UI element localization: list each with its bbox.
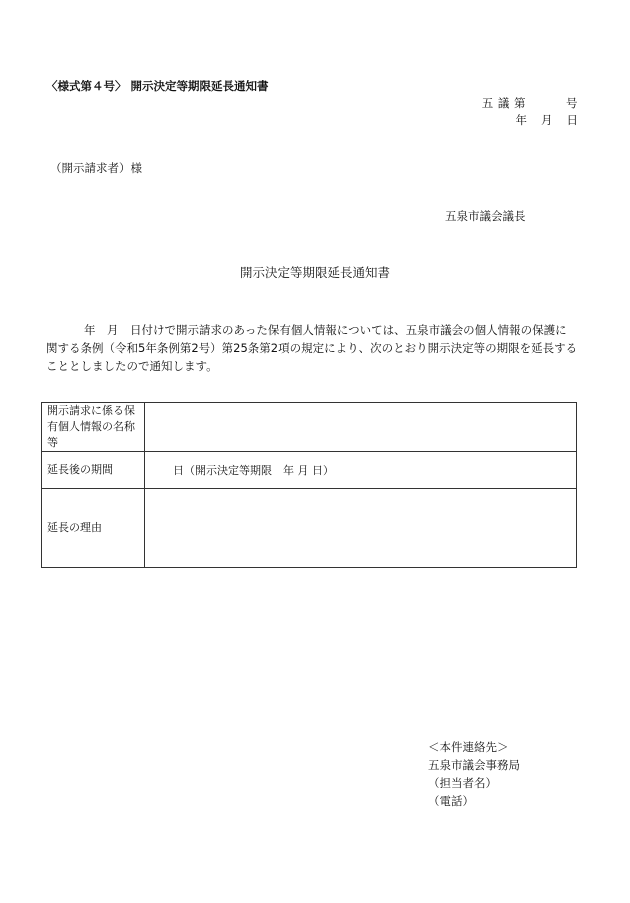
table-label-cell: 延長の理由 [42, 489, 145, 568]
table-row [42, 489, 577, 568]
date-month: 月 [541, 113, 553, 127]
table-value-cell [145, 489, 577, 568]
table-value-cell [145, 403, 577, 452]
issue-date [516, 114, 579, 128]
document-number-suffix: 号 [566, 96, 578, 110]
contact-office: 五泉市議会事務局 [428, 758, 520, 772]
table-row [42, 403, 577, 452]
date-day: 日 [566, 113, 578, 127]
document-number [482, 97, 578, 111]
table-row [42, 452, 577, 489]
table-label-cell: 開示請求に係る保有個人情報の名称等 [42, 403, 145, 452]
contact-heading: ＜本件連絡先＞ [428, 740, 509, 754]
date-year: 年 [515, 113, 527, 127]
contact-info [428, 738, 520, 810]
table-value-cell: 日（開示決定等期限 年 月 日） [145, 452, 577, 489]
form-number: 〈様式第４号〉 開示決定等期限延長通知書 [46, 79, 269, 93]
document-title: 開示決定等期限延長通知書 [239, 265, 390, 280]
contact-phone: （電話） [428, 794, 474, 808]
sender: 五泉市議会議長 [445, 209, 526, 223]
table-label-cell: 延長後の期間 [42, 452, 145, 489]
recipient: （開示請求者）様 [50, 161, 142, 175]
contact-person: （担当者名） [428, 776, 497, 790]
body-paragraph: 年 月 日付けで開示請求のあった保有個人情報については、五泉市議会の個人情報の保護に関する条例（令和5年条例第2号）第25条第2項の規定により、次のとおり開示決定等の期限を延長することとしましたので通知します。 [46, 323, 578, 373]
info-table [41, 402, 577, 568]
document-number-prefix: 五 議 第 [481, 96, 526, 110]
